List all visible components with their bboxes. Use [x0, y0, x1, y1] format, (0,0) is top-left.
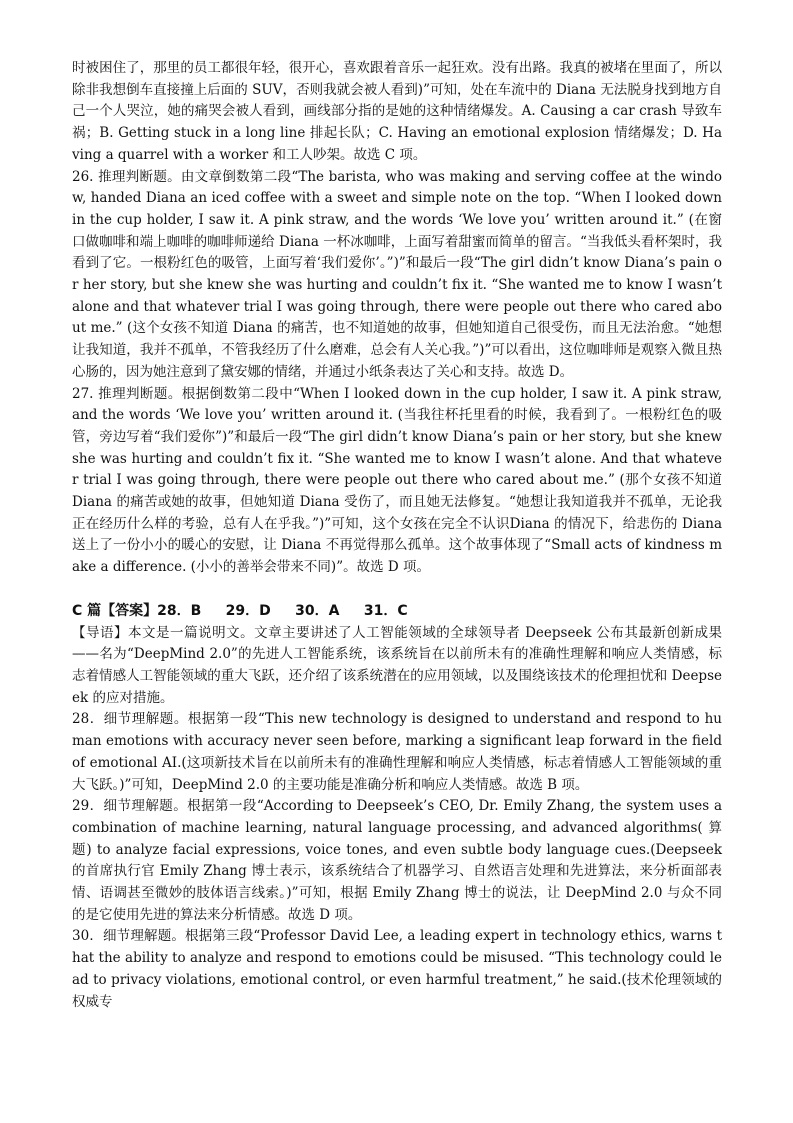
- paragraph-28-explanation: 28．细节理解题。根据第一段“This new technology is designed to understand and respond to human emotions with accuracy never seen before, marking a significant leap forward in the field of emotional AI.(这项新技术旨在以前所未有的准确性理解和响应人类情感，标志着情感人工智能领域的重大飞跃。)”可知，DeepMind 2.0 的主要功能是准确分析和响应人类情感。故选 B 项。: [72, 711, 722, 793]
- section-c-answer-line: C 篇【答案】28．B 29．D 30．A 31．C: [72, 602, 408, 619]
- paragraph-26-explanation: 26. 推理判断题。由文章倒数第二段“The barista, who was making and serving coffee at the window, handed Diana an iced coffee with a sweet and simple note on the top. “When I looked down in the cup holder, I saw it. A pink straw, and the words ‘We love you’ written around it.” (在窗口做咖啡和端上咖啡的咖啡师递给 Diana 一杯冰咖啡，上面写着甜蜜而简单的留言。“当我低头看杯架时，我看到了它。一根粉红色的吸管，上面写着‘我们爱你’。”)”和最后一段“The girl didn’t know Diana’s pain or her story, but she knew she was hurting and couldn’t fix it. “She wanted me to know I wasn’t alone and that whatever trial I was going through, there were people out there who cared about me.” (这个女孩不知道 Diana 的痛苦，也不知道她的故事，但她知道自己很受伤，而且无法治愈。“她想让我知道，我并不孤单，不管我经历了什么磨难，总会有人关心我。”)”可以看出，这位咖啡师是观察入微且热心肠的，因为她注意到了黛安娜的情绪，并通过小纸条表达了关心和支持。故选 D。: [72, 168, 722, 380]
- section-gap: [72, 579, 722, 601]
- paragraph-27-explanation: 27. 推理判断题。根据倒数第二段中“When I looked down in the cup holder, I saw it. A pink straw, and the words ‘We love you’ written around it. (当我往杯托里看的时候，我看到了。一根粉红色的吸管，旁边写着“我们爱你”)”和最后一段“The girl didn’t know Diana’s pain or her story, but she knew she was hurting and couldn’t fix it. “She wanted me to know I wasn’t alone. And that whatever trial I was going through, there were people out there who cared about me.” (那个女孩不知道 Diana 的痛苦或她的故事，但她知道 Diana 受伤了，而且她无法修复。“她想让我知道我并不孤单，无论我正在经历什么样的考验，总有人在乎我。”)”可知，这个女孩在完全不认识Diana 的情况下，给悲伤的 Diana 送上了一份小小的暖心的安慰，让 Diana 不再觉得那么孤单。这个故事体现了“Small acts of kindness make a difference. (小小的善举会带来不同)”。故选 D 项。: [72, 385, 722, 576]
- section-c-guide: 【导语】本文是一篇说明文。文章主要讲述了人工智能领域的全球领导者 Deepseek 公布其最新创新成果——名为“DeepMind 2.0”的先进人工智能系统，该系统旨在以前所未有的准确性理解和响应人类情感，标志着情感人工智能领域的重大飞跃，还介绍了该系统潜在的应用领域，以及围绕该技术的伦理担忧和 Deepseek 的应对措施。: [72, 624, 722, 706]
- document-page: [72, 58, 722, 1013]
- paragraph-25-continuation: 时被困住了，那里的员工都很年轻，很开心，喜欢跟着音乐一起狂欢。没有出路。我真的被堵在里面了，所以除非我想倒车直接撞上后面的 SUV，否则我就会被人看到)”可知，处在车流中的 Diana 无法脱身找到地方自己一个人哭泣，她的痛哭会被人看到，画线部分指的是她的这种情绪爆发。A. Causing a car crash 导致车祸；B. Getting stuck in a long line 排起长队；C. Having an emotional explosion 情绪爆发；D. Having a quarrel with a worker 和工人吵架。故选 C 项。: [72, 60, 722, 163]
- paragraph-29-explanation: 29．细节理解题。根据第一段“According to Deepseek’s CEO, Dr. Emily Zhang, the system uses a combination of machine learning, natural language processing, and advanced algorithms( 算题) to analyze facial expressions, voice tones, and even subtle body language cues.(Deepseek 的首席执行官 Emily Zhang 博士表示，该系统结合了机器学习、自然语言处理和先进算法，来分析面部表情、语调甚至微妙的肢体语言线索。)”可知，根据 Emily Zhang 博士的说法，让 DeepMind 2.0 与众不同的是它使用先进的算法来分析情感。故选 D 项。: [72, 798, 722, 923]
- paragraph-30-explanation: 30．细节理解题。根据第三段“Professor David Lee, a leading expert in technology ethics, warns that the ability to analyze and respond to emotions could be misused. “This technology could lead to privacy violations, emotional control, or even harmful treatment,” he said.(技术伦理领域的权威专: [72, 928, 722, 1010]
